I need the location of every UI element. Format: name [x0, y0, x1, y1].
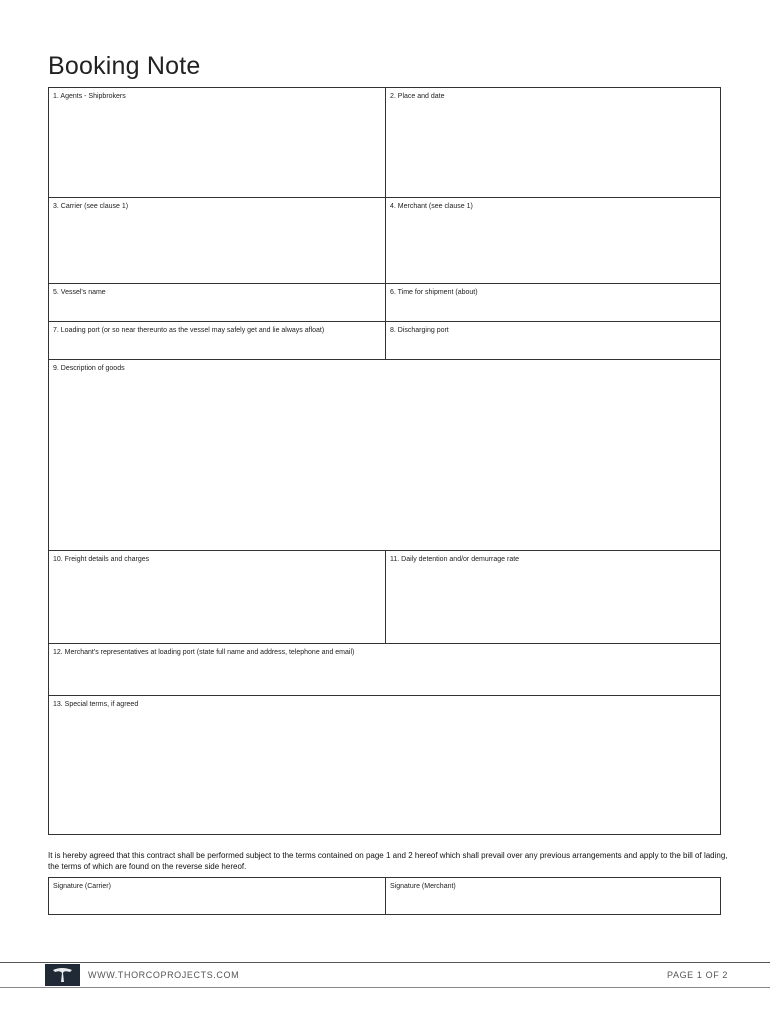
field-special-terms[interactable]: [49, 696, 721, 835]
field-time-shipment[interactable]: [386, 284, 721, 322]
field-vessel-name[interactable]: [49, 284, 386, 322]
field-label: 7. Loading port (or so near thereunto as the vessel may safely get and lie always afloat): [53, 327, 325, 334]
field-label: 3. Carrier (see clause 1): [53, 203, 129, 210]
signature-label: Signature (Merchant): [390, 883, 456, 890]
field-discharging-port[interactable]: [386, 322, 721, 360]
page-number: PAGE 1 OF 2: [667, 970, 728, 980]
booking-form: [48, 87, 721, 835]
signature-box: [48, 877, 721, 915]
field-description-goods[interactable]: [49, 360, 721, 551]
footer-url-link[interactable]: WWW.THORCOPROJECTS.COM: [88, 970, 240, 980]
field-representatives[interactable]: [49, 644, 721, 696]
field-label: 5. Vessel's name: [53, 289, 106, 296]
field-freight[interactable]: [49, 551, 386, 644]
field-agents[interactable]: [49, 88, 386, 198]
field-label: 8. Discharging port: [390, 327, 449, 334]
field-carrier[interactable]: [49, 198, 386, 284]
field-place-date[interactable]: [386, 88, 721, 198]
field-detention[interactable]: [386, 551, 721, 644]
signature-label: Signature (Carrier): [53, 883, 111, 890]
field-merchant[interactable]: [386, 198, 721, 284]
signature-carrier[interactable]: [49, 878, 386, 914]
field-label: 10. Freight details and charges: [53, 556, 150, 563]
field-label: 4. Merchant (see clause 1): [390, 203, 473, 210]
page-title: Booking Note: [48, 52, 201, 80]
signature-merchant[interactable]: [386, 878, 721, 914]
field-label: 6. Time for shipment (about): [390, 289, 478, 296]
field-label: 9. Description of goods: [53, 365, 125, 372]
agreement-text: It is hereby agreed that this contract shall be performed subject to the terms contained on page 1 and 2 hereof which shall prevail over any previous arrangements and apply to the bill of lading, the terms of which are found on the reverse side hereof.: [48, 851, 728, 871]
thorco-logo-icon: [45, 964, 80, 986]
field-loading-port[interactable]: [49, 322, 386, 360]
footer-divider: [0, 962, 770, 963]
footer-divider-bottom: [0, 987, 770, 988]
field-label: 1. Agents - Shipbrokers: [53, 93, 126, 100]
field-label: 13. Special terms, if agreed: [53, 701, 139, 708]
field-label: 2. Place and date: [390, 93, 445, 100]
field-label: 11. Daily detention and/or demurrage rate: [390, 556, 520, 563]
field-label: 12. Merchant's representatives at loading port (state full name and address, telephone and email): [53, 649, 355, 656]
